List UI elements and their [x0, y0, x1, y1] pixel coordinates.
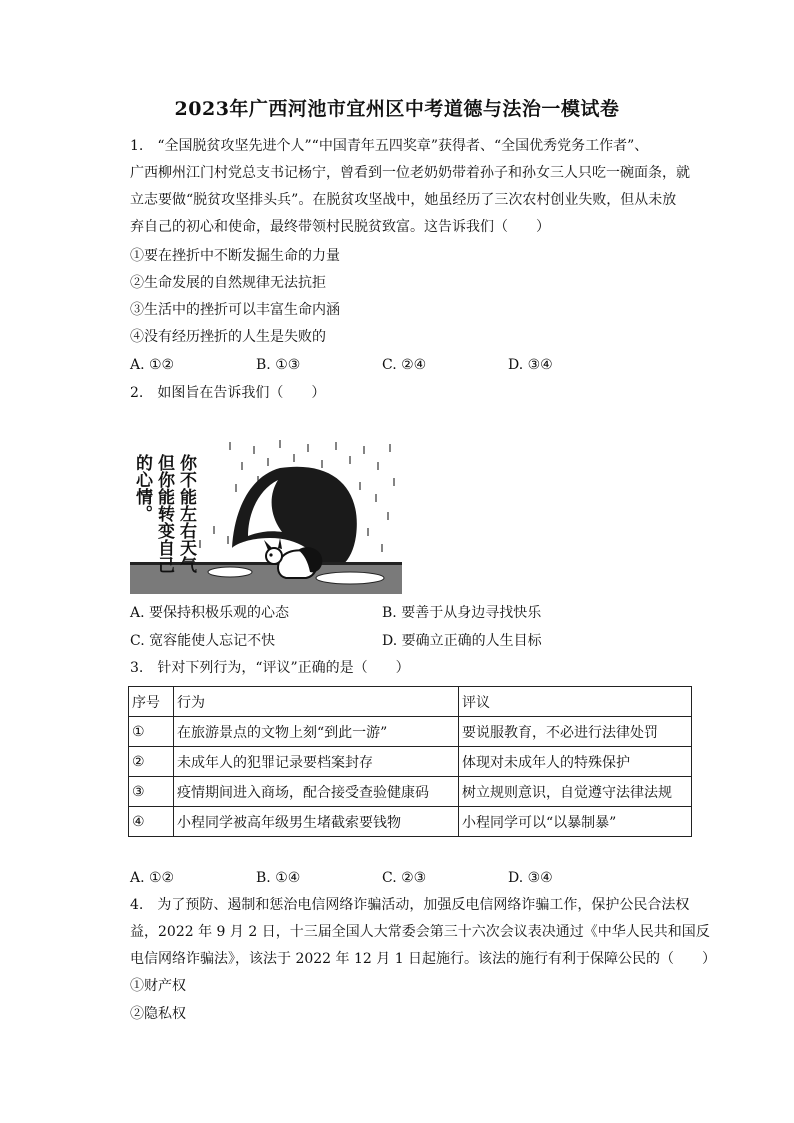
q3-option-b: B. ①④ [256, 870, 301, 886]
table-row [129, 747, 692, 777]
q1-option-d: D. ③④ [508, 357, 553, 373]
q2-option-b: B. 要善于从身边寻找快乐 [382, 605, 542, 621]
q1-item-1: ①要在挫折中不断发掘生命的力量 [130, 248, 340, 264]
cartoon-text-col-2: 但你能转变自己 [154, 454, 174, 573]
q1-option-b: B. ①③ [256, 357, 301, 373]
q1-item-4: ④没有经历挫折的人生是失败的 [130, 329, 326, 345]
q2-option-d: D. 要确立正确的人生目标 [382, 633, 542, 649]
table-cell: 小程同学可以“以暴制暴” [459, 807, 692, 837]
table-cell: 未成年人的犯罪记录要档案封存 [174, 747, 459, 777]
table-cell: 小程同学被高年级男生堵截索要钱物 [174, 807, 459, 837]
q1-line-2: 广西柳州江门村党总支书记杨宁，曾看到一位老奶奶带着孙子和孙女三人只吃一碗面条，就 [130, 165, 690, 181]
q2-option-c: C. 宽容能使人忘记不快 [130, 633, 276, 649]
q2-option-a: A. 要保持积极乐观的心态 [130, 605, 290, 621]
table-cell: ③ [129, 777, 174, 807]
table-cell: 体现对未成年人的特殊保护 [459, 747, 692, 777]
q3-table [128, 686, 692, 837]
q1-line-4: 弃自己的初心和使命，最终带领村民脱贫致富。这告诉我们（ ） [130, 219, 550, 235]
q1-option-a: A. ①② [130, 357, 175, 373]
table-cell: 疫情期间进入商场，配合接受查验健康码 [174, 777, 459, 807]
table-row [129, 777, 692, 807]
q4-line-3: 电信网络诈骗法》，该法于 2022 年 12 月 1 日起施行。该法的施行有利于保障公民的（ ） [130, 951, 717, 967]
header-cell: 序号 [129, 687, 174, 717]
q3-option-d: D. ③④ [508, 870, 553, 886]
table-cell: 在旅游景点的文物上刻“到此一游” [174, 717, 459, 747]
table-cell: ④ [129, 807, 174, 837]
q4-line-1: 4. 为了预防、遏制和惩治电信网络诈骗活动，加强反电信网络诈骗工作，保护公民合法权 [130, 897, 690, 913]
q4-line-2: 益，2022 年 9 月 2 日，十三届全国人大常委会第三十六次会议表决通过《中华人民共和国反 [130, 924, 710, 940]
table-header-row [129, 687, 692, 717]
table-cell: 树立规则意识，自觉遵守法律法规 [459, 777, 692, 807]
q2-stem: 2. 如图旨在告诉我们（ ） [130, 385, 326, 401]
q1-item-2: ②生命发展的自然规律无法抗拒 [130, 275, 326, 291]
cartoon-text-col-1: 你不能左右天气 [176, 454, 196, 573]
table-row [129, 717, 692, 747]
exam-title: 2023年广西河池市宜州区中考道德与法治一模试卷 [174, 98, 620, 120]
q4-item-2: ②隐私权 [130, 1006, 186, 1022]
q1-line-1: 1. “全国脱贫攻坚先进个人”“中国青年五四奖章”获得者、“全国优秀党务工作者”、 [130, 138, 649, 154]
q3-option-a: A. ①② [130, 870, 175, 886]
table-cell: ② [129, 747, 174, 777]
q3-stem: 3. 针对下列行为，“评议”正确的是（ ） [130, 660, 410, 676]
q4-item-1: ①财产权 [130, 978, 186, 994]
header-cell: 行为 [174, 687, 459, 717]
header-cell: 评议 [459, 687, 692, 717]
table-cell: ① [129, 717, 174, 747]
cartoon-text-col-3: 的心情。 [132, 454, 152, 522]
table-row [129, 807, 692, 837]
q1-line-3: 立志要做“脱贫攻坚排头兵”。在脱贫攻坚战中，她虽经历了三次农村创业失败，但从未放 [130, 192, 677, 208]
q3-option-c: C. ②③ [382, 870, 427, 886]
q1-option-c: C. ②④ [382, 357, 427, 373]
table-cell: 要说服教育，不必进行法律处罚 [459, 717, 692, 747]
cartoon-illustration [130, 432, 402, 594]
q1-item-3: ③生活中的挫折可以丰富生命内涵 [130, 302, 340, 318]
